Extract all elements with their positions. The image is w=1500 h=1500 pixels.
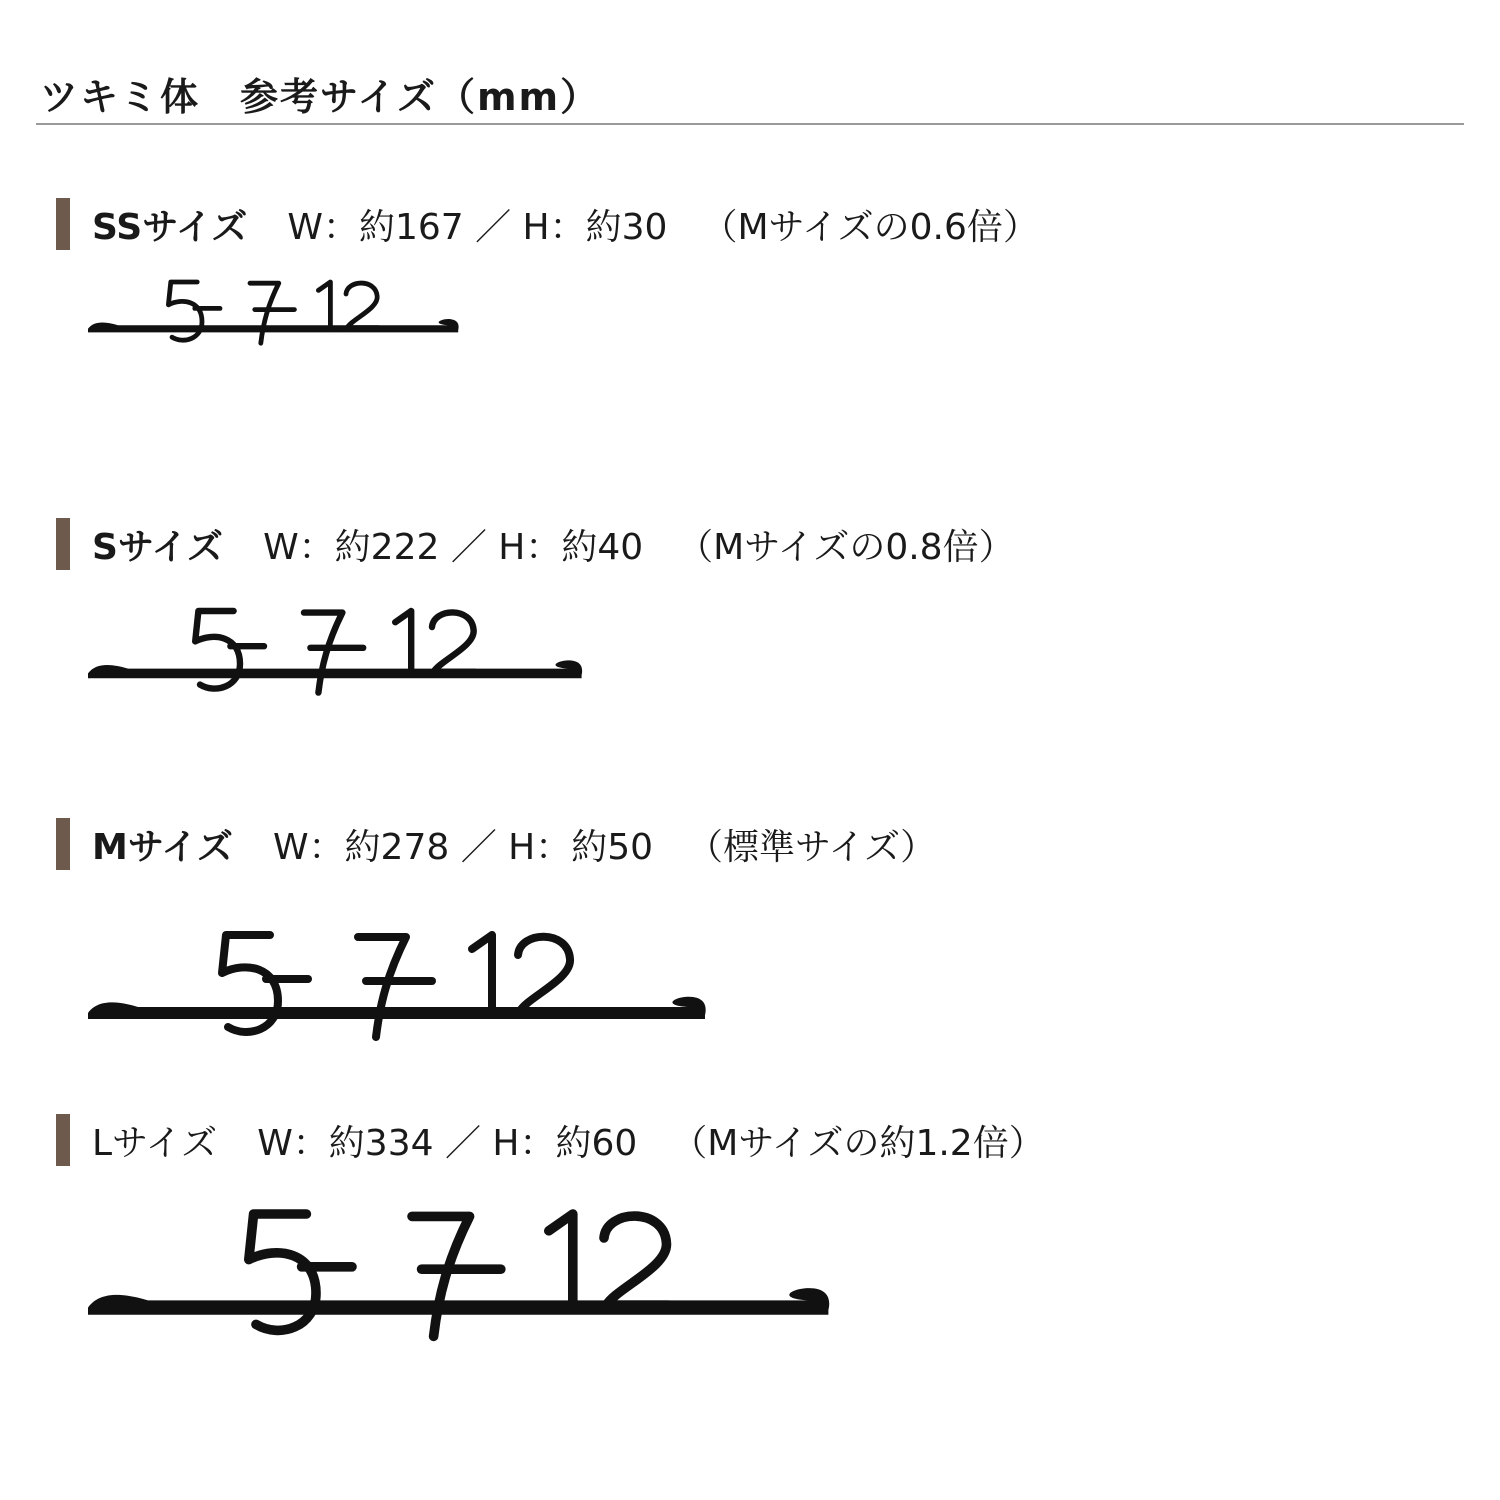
size-heading-l: [56, 1114, 1045, 1166]
digit-2: [432, 612, 475, 671]
digit-2: [604, 1216, 669, 1305]
sample-number-text: 5-7-12: [88, 1190, 92, 1191]
sample-plate-m: [88, 915, 708, 1045]
digit-1: [472, 935, 492, 1011]
size-name: Lサイズ: [92, 1122, 218, 1164]
title-divider: [36, 123, 1464, 125]
sample-plate-l: [88, 1190, 832, 1346]
accent-bar: [56, 1114, 70, 1166]
size-note: （Mサイズの0.6倍）: [701, 206, 1039, 248]
digit-7: [358, 937, 406, 1037]
digit-1: [395, 611, 411, 672]
digit-1: [549, 1214, 573, 1305]
accent-bar: [56, 198, 70, 250]
baseline-bar: [88, 319, 459, 332]
size-dimensions: W：約334 ／ H：約60: [257, 1122, 638, 1164]
size-dimensions: W：約222 ／ H：約40: [263, 526, 644, 568]
size-dimensions: W：約167 ／ H：約30: [287, 206, 668, 248]
baseline-bar: [88, 1288, 829, 1315]
sample-plate-s: [88, 595, 584, 699]
baseline-bar: [88, 997, 706, 1019]
sample-number-text: 5-7-12: [88, 915, 92, 916]
digit-2: [518, 937, 572, 1011]
size-note: （標準サイズ）: [687, 826, 937, 868]
size-note: （Mサイズの約1.2倍）: [671, 1122, 1045, 1164]
size-heading-m: [56, 818, 936, 870]
sample-number-text: 5-7-12: [88, 270, 92, 271]
size-dimensions: W：約278 ／ H：約50: [272, 826, 654, 868]
digit-7: [250, 283, 279, 343]
accent-bar: [56, 818, 70, 870]
size-name: Mサイズ: [92, 826, 233, 868]
digit-2: [346, 283, 378, 328]
baseline-bar: [88, 660, 582, 678]
digit-7: [412, 1216, 470, 1336]
digit-7: [304, 613, 342, 693]
sample-plate-ss: [88, 270, 460, 348]
accent-bar: [56, 518, 70, 570]
size-heading-s: [56, 518, 1015, 570]
size-heading-ss: [56, 198, 1039, 250]
size-note: （Mサイズの0.8倍）: [677, 526, 1015, 568]
size-name: SSサイズ: [92, 206, 248, 248]
digit-1: [318, 282, 330, 328]
page-title: ツキミ体 参考サイズ（mm）: [40, 75, 601, 119]
size-name: Sサイズ: [92, 526, 224, 568]
sample-number-text: 5-7-12: [88, 595, 92, 596]
